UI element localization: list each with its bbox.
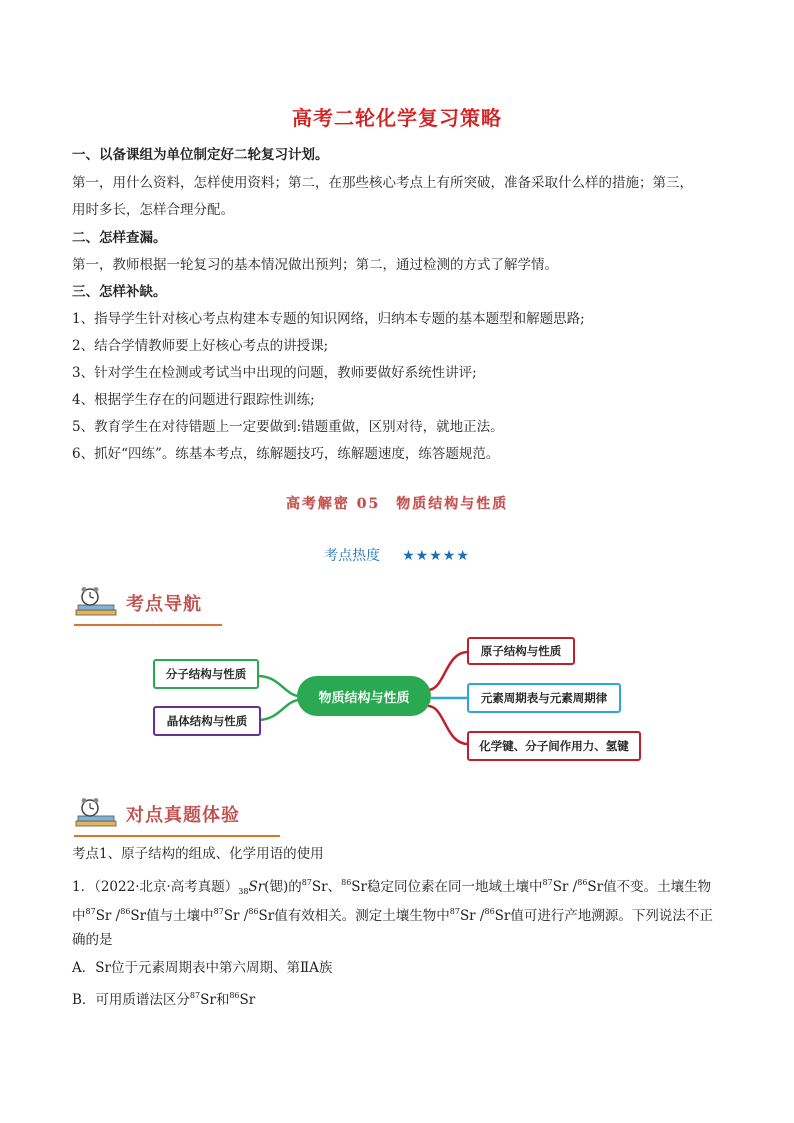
mindmap-node-molecular-structure: 分子结构与性质 — [153, 659, 259, 689]
banner-exam-navigation — [74, 586, 222, 620]
mindmap-node-atomic-structure: 原子结构与性质 — [467, 637, 575, 665]
heat-rating — [0, 545, 794, 565]
banner-title: 对点真题体验 — [126, 805, 240, 826]
section1-line1: 第一，用什么资料，怎样使用资料；第二，在那些核心考点上有所突破，准备采取什么样的措施；第三， — [72, 175, 693, 191]
section1-line2: 用时多长，怎样合理分配。 — [72, 202, 234, 218]
mindmap-node-crystal-structure: 晶体结构与性质 — [153, 706, 261, 736]
list-item: 4、根据学生存在的问题进行跟踪性训练; — [72, 392, 315, 408]
section1-heading: 一、以备课组为单位制定好二轮复习计划。 — [72, 147, 329, 163]
question-topic: 考点1、原子结构的组成、化学用语的使用 — [72, 846, 324, 862]
page-title: 高考二轮化学复习策略 — [292, 106, 502, 130]
banner-title: 考点导航 — [126, 594, 202, 615]
banner-underline — [74, 835, 280, 837]
option-b: B．可用质谱法区分$^{87}$Sr和$^{86}$Sr — [72, 991, 256, 1008]
section-subtitle: 高考解密 05 物质结构与性质 — [285, 496, 509, 512]
list-item: 2、结合学情教师要上好核心考点的讲授课; — [72, 338, 329, 354]
alarm-clock-books-icon — [74, 797, 120, 831]
list-item: 5、教育学生在对待错题上一定要做到:错题重做，区别对待，就地正法。 — [72, 419, 504, 435]
question-line1: 1．（2022·北京·高考真题）$_{38}Sr$(锶)的$^{87}$Sr、$^{86}$Sr稳定同位素在同一地域土壤中$^{87}$Sr /$^{86}$Sr值不变。土壤生物 — [72, 878, 712, 896]
question-line3: 确的是 — [72, 932, 113, 948]
option-a: A．Sr位于元素周期表中第六周期、第ⅡA族 — [72, 960, 333, 976]
section2-heading: 二、怎样查漏。 — [72, 230, 167, 246]
banner-exam-practice — [74, 797, 280, 831]
alarm-clock-books-icon — [74, 586, 120, 620]
list-item: 1、指导学生针对核心考点构建本专题的知识网络，归纳本专题的基本题型和解题思路; — [72, 311, 585, 327]
section3-heading: 三、怎样补缺。 — [72, 284, 167, 300]
star-rating-icon: ★★★★★ — [402, 548, 470, 564]
question-line2: 中$^{87}$Sr /$^{86}$Sr值与土壤中$^{87}$Sr /$^{86}$Sr值有效相关。测定土壤生物中$^{87}$Sr /$^{86}$Sr值可进行产地溯源。下列说法不正 — [72, 907, 713, 924]
list-item: 3、针对学生在检测或考试当中出现的问题，教师要做好系统性讲评; — [72, 365, 477, 381]
mindmap-node-chemical-bonds: 化学键、分子间作用力、氢键 — [467, 731, 641, 761]
list-item: 6、抓好“四练”。练基本考点，练解题技巧，练解题速度，练答题规范。 — [72, 446, 500, 462]
mindmap-node-periodic-table: 元素周期表与元素周期律 — [467, 683, 621, 713]
section2-line1: 第一，教师根据一轮复习的基本情况做出预判；第二，通过检测的方式了解学情。 — [72, 257, 558, 273]
heat-label: 考点热度 — [324, 548, 381, 564]
mindmap-center-node: 物质结构与性质 — [297, 676, 431, 716]
